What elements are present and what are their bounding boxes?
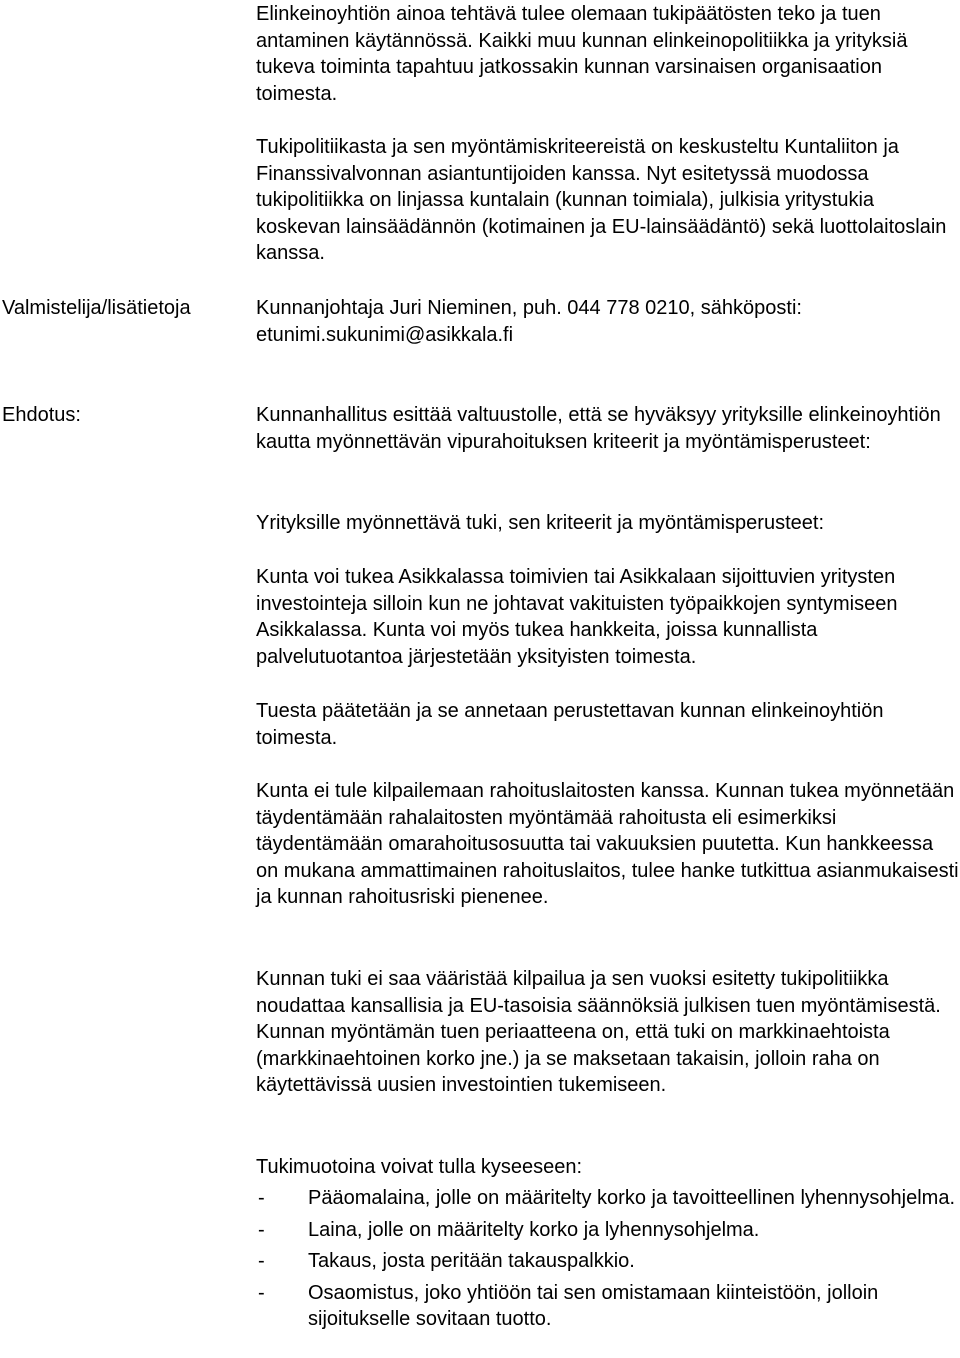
support-eligibility-paragraph: Kunta voi tukea Asikkalassa toimivien tai Asikkalaan sijoittuvien yritysten investointeja silloin kun ne johtavat vakituisten työpaikkojen syntymiseen Asikkalassa. Kunta voi myös tukea hankkeita, joissa kunnallista palvelutuotantoa järjestetään yksityisten toimesta. bbox=[256, 566, 898, 668]
preparer-contact: Kunnanjohtaja Juri Nieminen, puh. 044 778 0210, sähköposti: etunimi.sukunimi@asikkala.fi bbox=[256, 297, 802, 346]
intro-paragraph-2: Tukipolitiikasta ja sen myöntämiskriteereistä on keskusteltu Kuntaliiton ja Finanssivalvonnan asiantuntijoiden kanssa. Nyt esitetyssä muodossa tukipolitiikka on linjassa kuntalain (kunnan toimiala), julkisia yritystukia koskevan lainsäädännön (kotimainen ja EU-lainsäädäntö) sekä luottolaitoslain kanssa. bbox=[256, 136, 947, 264]
proposal-label: Ehdotus: bbox=[2, 404, 81, 426]
list-item bbox=[256, 1248, 960, 1275]
list-dash: - bbox=[258, 1187, 265, 1209]
intro-paragraph-1: Elinkeinoyhtiön ainoa tehtävä tulee olemaan tukipäätösten teko ja tuen antaminen käytännössä. Kaikki muu kunnan elinkeinopolitiikka ja yrityksiä tukeva toiminta tapahtuu jatkossakin kunnan varsinaisen organisaation toimesta. bbox=[256, 3, 908, 105]
competition-paragraph: Kunnan tuki ei saa vääristää kilpailua ja sen vuoksi esitetty tukipolitiikka noudattaa kansallisia ja EU-tasoisia säännöksiä julkisen tuen myöntämisestä. Kunnan myöntämän tuen periaatteena on, että tuki on markkinaehtoista (markkinaehtoinen korko jne.) ja se maksetaan takaisin, jolloin raha on käytettävissä uusien investointien tukemiseen. bbox=[256, 968, 941, 1096]
support-criteria-heading: Yrityksille myönnettävä tuki, sen kriteerit ja myöntämisperusteet: bbox=[256, 512, 824, 534]
financing-institutions-paragraph: Kunta ei tule kilpailemaan rahoituslaitosten kanssa. Kunnan tukea myönnetään täydentämään rahalaitosten myöntämää rahoitusta eli esimerkiksi täydentämään omarahoitusosuutta tai vakuuksien puutetta. Kun hankkeessa on mukana ammattimainen rahoituslaitos, tulee hanke tutkittua asianmukaisesti ja kunnan rahoitusriski pienenee. bbox=[256, 780, 959, 908]
list-item bbox=[256, 1280, 960, 1333]
list-dash: - bbox=[258, 1281, 265, 1304]
list-dash: - bbox=[258, 1250, 265, 1272]
list-item bbox=[256, 1217, 960, 1244]
support-forms-heading: Tukimuotoina voivat tulla kyseeseen: bbox=[256, 1156, 583, 1178]
list-item bbox=[256, 1185, 960, 1212]
list-item-text: Pääomalaina, jolle on määritelty korko ja tavoitteellinen lyhennysohjelma. bbox=[308, 1187, 956, 1209]
list-item-text: Osaomistus, joko yhtiöön tai sen omistamaan kiinteistöön, jolloin sijoitukselle sovitaan tuotto. bbox=[308, 1281, 879, 1330]
support-decision-paragraph: Tuesta päätetään ja se annetaan perustettavan kunnan elinkeinoyhtiön toimesta. bbox=[256, 700, 884, 749]
list-item-text: Laina, jolle on määritelty korko ja lyhennysohjelma. bbox=[308, 1218, 760, 1241]
support-forms-list bbox=[256, 1185, 960, 1338]
list-item-text: Takaus, josta peritään takauspalkkio. bbox=[308, 1250, 635, 1272]
list-dash: - bbox=[258, 1218, 265, 1241]
proposal-intro: Kunnanhallitus esittää valtuustolle, että se hyväksyy yrityksille elinkeinoyhtiön kautta myönnettävän vipurahoituksen kriteerit ja myöntämisperusteet: bbox=[256, 404, 941, 453]
preparer-label: Valmistelija/lisätietoja bbox=[2, 297, 191, 319]
